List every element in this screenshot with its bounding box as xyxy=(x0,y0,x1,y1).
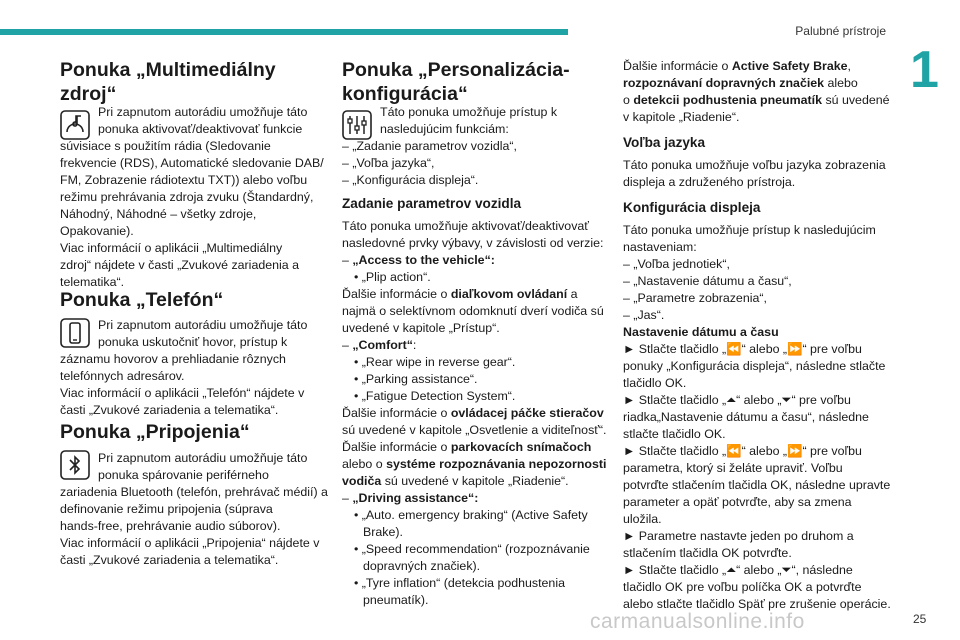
display-config-heading: Konfigurácia displeja xyxy=(623,200,761,215)
text-line: nasledujúcim funkciám: xyxy=(380,122,509,136)
connections-heading: Ponuka „Pripojenia“ xyxy=(60,421,250,443)
text-line: potvrďte stlačením tlačidla OK, následne upravte xyxy=(623,478,891,492)
text-line: dopravných značiek). xyxy=(363,559,481,573)
phone-icon xyxy=(60,318,90,348)
text-line: Táto ponuka umožňuje aktivovať/deaktivovať xyxy=(342,219,589,233)
text-line: – „Zadanie parametrov vozidla“, xyxy=(342,139,517,153)
text-line: alebo o systéme rozpoznávania nepozornosti xyxy=(342,457,607,471)
text-line: parameter a opäť potvrďte, aby sa zmena xyxy=(623,495,852,509)
text-line: režimu prehrávania zdroja zvuku (Štandardný, xyxy=(60,190,314,204)
text-line: vodiča sú uvedené v kapitole „Riadenie“. xyxy=(342,474,569,488)
text-line: uvedené v kapitole „Prístup“. xyxy=(342,321,500,335)
text-line: – „Voľba jazyka“, xyxy=(342,156,435,170)
text-line: ► Stlačte tlačidlo „⏪“ alebo „⏩“ pre voľbu xyxy=(623,444,862,458)
text-line: • „Parking assistance“. xyxy=(354,372,478,386)
text-line: riadka„Nastavenie dátumu a času“, následne xyxy=(623,410,869,424)
text-line: tlačidlo OK. xyxy=(623,376,687,390)
text-line: Viac informácií o aplikácii „Multimediálny xyxy=(60,241,283,255)
text-line: o detekcii podhustenia pneumatík sú uvedené xyxy=(623,93,890,107)
text-line: zdroj“ nájdete v časti „Zvukové zariadenia a xyxy=(60,258,299,272)
text-line: – „Nastavenie dátumu a času“, xyxy=(623,274,792,288)
watermark: carmanualsonline.info xyxy=(590,610,805,633)
text-line: ► Stlačte tlačidlo „⏪“ alebo „⏩“ pre voľbu xyxy=(623,342,862,356)
text-line: Táto ponuka umožňuje prístup k nasledujúcim xyxy=(623,223,876,237)
text-line: najmä o selektívnom odomknutí dverí vodiča sú xyxy=(342,304,604,318)
text-line: ► Stlačte tlačidlo „⏶“ alebo „⏷“ pre voľbu xyxy=(623,393,851,407)
text-line: • „Fatigue Detection System“. xyxy=(354,389,516,403)
text-line: ponuka spárovanie periférneho xyxy=(98,468,269,482)
text-line: Opakovanie). xyxy=(60,224,134,238)
text-line: – „Parametre zobrazenia“, xyxy=(623,291,767,305)
text-line: nastaveniam: xyxy=(623,240,697,254)
text-line: súvisiace s použitím rádia (Sledovanie xyxy=(60,139,271,153)
text-line: Ďalšie informácie o ovládacej páčke stieračov xyxy=(342,406,604,420)
text-line: tlačidlo OK pre voľbu políčka OK a potvrďte xyxy=(623,580,862,594)
text-line: stlačte tlačidlo OK. xyxy=(623,427,726,441)
text-line: displeja a združeného prístroja. xyxy=(623,175,796,189)
text-line: Viac informácií o aplikácii „Telefón“ nájdete v xyxy=(60,386,305,400)
multimedia-heading-1: Ponuka „Multimediálny xyxy=(60,59,276,81)
text-line: zariadenia Bluetooth (telefón, prehrávač médií) a xyxy=(60,485,328,499)
text-line: časti „Zvukové zariadenia a telematika“. xyxy=(60,403,279,417)
text-line: • „Auto. emergency braking“ (Active Safety xyxy=(354,508,588,522)
text-line: alebo stlačte tlačidlo Späť pre zrušenie operácie. xyxy=(623,597,891,611)
text-line: – „Voľba jednotiek“, xyxy=(623,257,730,271)
text-line: • „Speed recommendation“ (rozpoznávanie xyxy=(354,542,590,556)
text-line: Ďalšie informácie o Active Safety Brake, xyxy=(623,59,851,73)
bluetooth-icon xyxy=(60,450,90,480)
text-line: Brake). xyxy=(363,525,403,539)
language-heading: Voľba jazyka xyxy=(623,135,706,150)
text-line: ► Parametre nastavte jeden po druhom a xyxy=(623,529,854,543)
vehicle-parameters-heading: Zadanie parametrov vozidla xyxy=(342,196,522,211)
text-line: • „Plip action“. xyxy=(354,270,431,284)
text-line: nasledovné prvky výbavy, v závislosti od verzie: xyxy=(342,236,604,250)
comfort-item: – „Comfort“: xyxy=(342,338,417,352)
text-line: Ďalšie informácie o parkovacích snímačoch xyxy=(342,440,592,454)
section-title: Palubné prístroje xyxy=(795,24,886,38)
text-line: záznamu hovorov a prehliadanie rôznych xyxy=(60,352,286,366)
text-line: telematika“. xyxy=(60,275,125,289)
text-line: telefónnych adresárov. xyxy=(60,369,185,383)
text-line: pneumatík). xyxy=(363,593,429,607)
text-line: hands-free, prehrávanie audio súborov). xyxy=(60,519,281,533)
text-line: Pri zapnutom autorádiu umožňuje táto xyxy=(98,105,308,119)
access-item: – „Access to the vehicle“: xyxy=(342,253,495,267)
text-line: – „Konfigurácia displeja“. xyxy=(342,173,479,187)
text-line: Náhodný, Náhodné – všetky zdroje, xyxy=(60,207,257,221)
text-line: Viac informácií o aplikácii „Pripojenia“ nájdete v xyxy=(60,536,320,550)
text-line: sú uvedené v kapitole „Osvetlenie a viditeľnosť“. xyxy=(342,423,607,437)
text-line: v kapitole „Riadenie“. xyxy=(623,110,740,124)
text-line: frekvencie (RDS), Automatické sledovanie DAB/ xyxy=(60,156,324,170)
text-line: definovanie režimu pripojenia (súprava xyxy=(60,502,273,516)
text-line: ponuka aktivovať/deaktivovať funkcie xyxy=(98,122,303,136)
phone-heading: Ponuka „Telefón“ xyxy=(60,289,224,311)
text-line: • „Tyre inflation“ (detekcia podhustenia xyxy=(354,576,565,590)
multimedia-note-icon xyxy=(60,110,90,140)
text-line: Pri zapnutom autorádiu umožňuje táto xyxy=(98,451,308,465)
text-line: Pri zapnutom autorádiu umožňuje táto xyxy=(98,318,308,332)
date-time-heading: Nastavenie dátumu a času xyxy=(623,325,779,339)
personalization-heading-2: konfigurácia“ xyxy=(342,83,468,105)
text-line: Táto ponuka umožňuje voľbu jazyka zobrazenia xyxy=(623,158,886,172)
text-line: parametra, ktorý si želáte upraviť. Voľbu xyxy=(623,461,843,475)
text-line: rozpoznávaní dopravných značiek alebo xyxy=(623,76,858,90)
driving-item: – „Driving assistance“: xyxy=(342,491,479,505)
personalization-heading-1: Ponuka „Personalizácia- xyxy=(342,59,570,81)
text-line: ponuky „Konfigurácia displeja“, následne stlačte xyxy=(623,359,886,373)
settings-sliders-icon xyxy=(342,110,372,140)
chapter-number: 1 xyxy=(910,41,939,99)
text-line: uložila. xyxy=(623,512,662,526)
header-accent-bar xyxy=(0,29,568,35)
text-line: stlačením tlačidla OK potvrďte. xyxy=(623,546,792,560)
text-line: ► Stlačte tlačidlo „⏶“ alebo „⏷“, následne xyxy=(623,563,853,577)
multimedia-heading-2: zdroj“ xyxy=(60,83,117,105)
text-line: Ďalšie informácie o diaľkovom ovládaní a xyxy=(342,287,578,301)
page-number: 25 xyxy=(913,612,927,626)
text-line: • „Rear wipe in reverse gear“. xyxy=(354,355,516,369)
text-line: Táto ponuka umožňuje prístup k xyxy=(380,105,558,119)
text-line: časti „Zvukové zariadenia a telematika“. xyxy=(60,553,279,567)
text-line: ponuka uskutočniť hovor, prístup k xyxy=(98,335,288,349)
text-line: – „Jas“. xyxy=(623,308,665,322)
text-line: FM, Zobrazenie rádiotextu TXT)) alebo voľbu xyxy=(60,173,308,187)
